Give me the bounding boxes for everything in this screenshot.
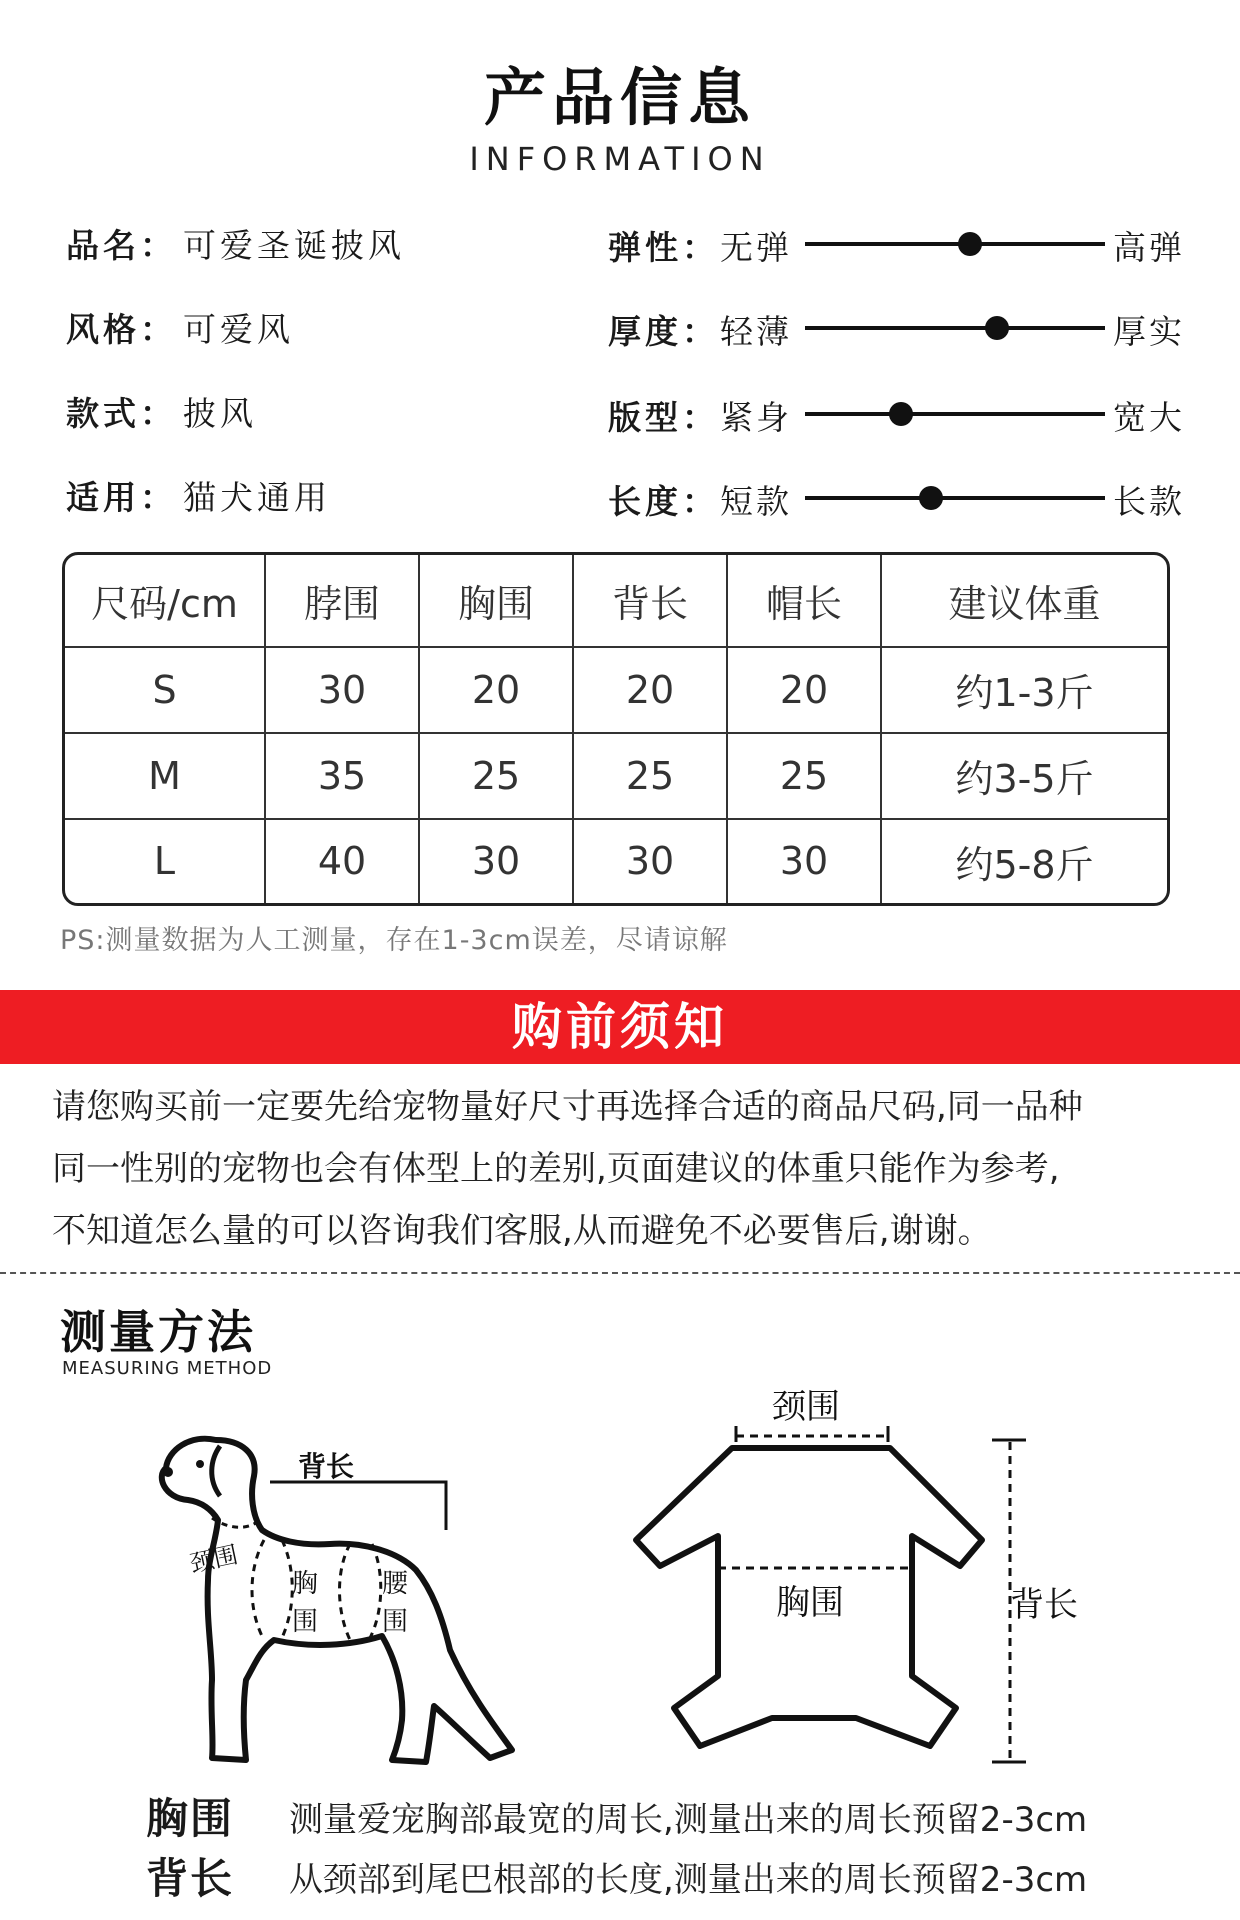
product-info-list — [66, 218, 405, 520]
table-cell: 25 — [419, 733, 573, 819]
table-cell: 30 — [727, 819, 881, 903]
info-row-type — [66, 386, 405, 436]
table-cell: 约3-5斤 — [881, 733, 1167, 819]
slider-fit — [608, 388, 1208, 438]
table-cell: 40 — [265, 819, 419, 903]
garment-label-back: 背长 — [1010, 1585, 1078, 1625]
slider-track — [805, 242, 1105, 246]
slider-low-label: 无弹 — [720, 228, 792, 267]
slider-track — [805, 496, 1105, 500]
table-cell: 35 — [265, 733, 419, 819]
measurement-note: PS:测量数据为人工测量，存在1-3cm误差，尽请谅解 — [60, 925, 728, 956]
slider-track — [805, 412, 1105, 416]
slider-label: 弹性： — [608, 228, 719, 267]
section-divider — [0, 1272, 1240, 1274]
dog-label-waist: 围 — [382, 1607, 409, 1637]
table-header-cell: 建议体重 — [881, 555, 1167, 647]
table-cell: 30 — [419, 819, 573, 903]
slider-thickness — [608, 302, 1208, 352]
table-cell: L — [65, 819, 265, 903]
dog-label-chest: 围 — [292, 1607, 319, 1637]
table-cell: 30 — [573, 819, 727, 903]
dog-label-chest: 胸 — [292, 1569, 319, 1599]
notice-banner: 购前须知 — [0, 990, 1240, 1064]
table-cell: 约1-3斤 — [881, 647, 1167, 733]
table-cell: 20 — [727, 647, 881, 733]
dog-label-neck: 颈围 — [187, 1540, 241, 1578]
table-header-cell: 帽长 — [727, 555, 881, 647]
slider-high-label: 长款 — [1113, 482, 1185, 521]
table-cell: 25 — [573, 733, 727, 819]
slider-length — [608, 472, 1208, 522]
slider-low-label: 轻薄 — [720, 312, 792, 351]
table-header-cell: 脖围 — [265, 555, 419, 647]
table-cell: S — [65, 647, 265, 733]
definition-text: 测量爱宠胸部最宽的周长,测量出来的周长预留2-3cm — [289, 1799, 1088, 1840]
garment-label-chest: 胸围 — [776, 1583, 844, 1623]
table-cell: 25 — [727, 733, 881, 819]
info-label: 品名： — [66, 225, 177, 265]
table-row — [65, 819, 1167, 903]
table-header-cell: 胸围 — [419, 555, 573, 647]
slider-label: 厚度： — [608, 312, 719, 351]
slider-label: 版型： — [608, 398, 719, 437]
slider-knob — [985, 316, 1009, 340]
table-header-cell: 背长 — [573, 555, 727, 647]
info-value: 可爱圣诞披风 — [183, 225, 405, 265]
info-row-name — [66, 218, 405, 268]
slider-high-label: 高弹 — [1113, 228, 1185, 267]
definition-list — [146, 1786, 1087, 1906]
info-label: 适用： — [66, 477, 177, 517]
table-header-row — [65, 555, 1167, 647]
definition-term: 背长 — [146, 1854, 235, 1903]
definition-row — [146, 1786, 1087, 1846]
slider-low-label: 短款 — [720, 482, 792, 521]
slider-track — [805, 326, 1105, 330]
definition-term: 胸围 — [146, 1794, 235, 1843]
slider-label: 长度： — [608, 482, 719, 521]
dog-measure-illustration — [150, 1420, 530, 1780]
info-row-style — [66, 302, 405, 352]
table-row — [65, 733, 1167, 819]
page-subtitle: INFORMATION — [469, 140, 771, 178]
slider-knob — [889, 402, 913, 426]
dog-label-waist: 腰 — [382, 1569, 409, 1599]
slider-high-label: 厚实 — [1113, 312, 1185, 351]
table-cell: 20 — [419, 647, 573, 733]
dog-label-back: 背长 — [298, 1450, 355, 1483]
garment-measure-illustration — [620, 1380, 1080, 1770]
table-cell: M — [65, 733, 265, 819]
slider-knob — [919, 486, 943, 510]
info-value: 可爱风 — [183, 309, 294, 349]
notice-line: 不知道怎么量的可以咨询我们客服,从而避免不必要售后,谢谢。 — [52, 1211, 992, 1251]
page-title: 产品信息 — [483, 61, 756, 134]
notice-line: 请您购买前一定要先给宠物量好尺寸再选择合适的商品尺码,同一品种 — [52, 1087, 1083, 1127]
info-value: 披风 — [183, 393, 257, 433]
table-row — [65, 647, 1167, 733]
definition-row — [146, 1846, 1087, 1906]
table-header-cell: 尺码/cm — [91, 582, 238, 626]
measure-subtitle: MEASURING METHOD — [62, 1358, 273, 1379]
table-cell: 20 — [573, 647, 727, 733]
definition-text: 从颈部到尾巴根部的长度,测量出来的周长预留2-3cm — [289, 1859, 1088, 1900]
garment-label-neck: 颈围 — [772, 1387, 840, 1427]
slider-low-label: 紧身 — [720, 398, 792, 437]
slider-high-label: 宽大 — [1113, 398, 1185, 437]
table-cell: 约5-8斤 — [881, 819, 1167, 903]
notice-text — [52, 1076, 1202, 1262]
slider-knob — [958, 232, 982, 256]
info-row-suitable — [66, 470, 405, 520]
size-table — [62, 552, 1170, 906]
info-label: 款式： — [66, 393, 177, 433]
measure-title: 测量方法 — [60, 1305, 256, 1359]
garment-outline-icon — [620, 1380, 1080, 1770]
dog-outline-icon — [150, 1420, 530, 1780]
notice-line: 同一性别的宠物也会有体型上的差别,页面建议的体重只能作为参考, — [52, 1149, 1060, 1189]
table-cell: 30 — [265, 647, 419, 733]
info-value: 猫犬通用 — [183, 477, 331, 517]
info-label: 风格： — [66, 309, 177, 349]
slider-elasticity — [608, 218, 1208, 268]
